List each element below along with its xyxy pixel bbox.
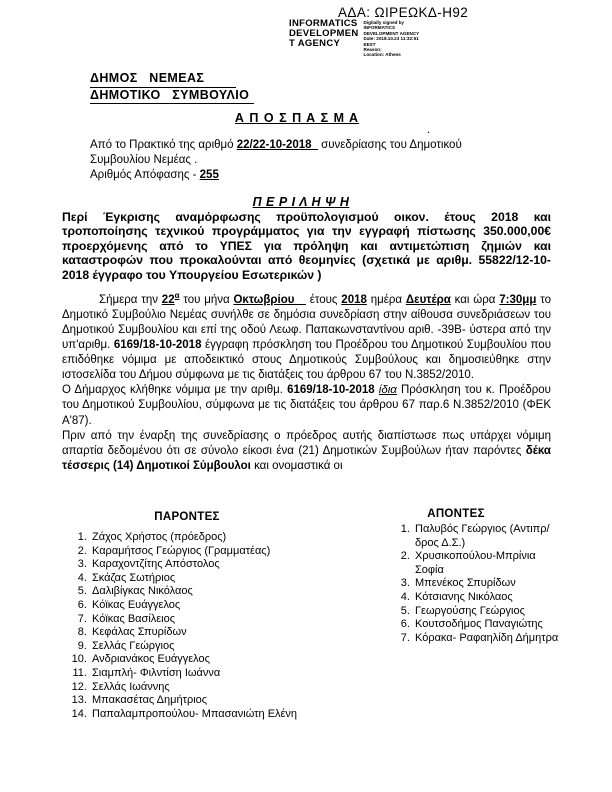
document-title: Α Π Ο Σ Π Α Σ Μ Α (234, 111, 360, 125)
signature-agency-line: T AGENCY (289, 38, 341, 49)
signature-detail-line: Location: Athens (363, 52, 401, 58)
text-segment: και ονομαστικά οι (250, 459, 343, 472)
decision-label: Αριθμός Απόφασης - (90, 169, 200, 182)
list-item: 7. Κόϊκας Βασίλειος (90, 613, 362, 627)
list-item: 7. Κόρακα- Ραφαηλίδη Δήμητρα (413, 632, 563, 646)
list-item: 3. Μπενέκος Σπυρίδων (413, 577, 563, 591)
intro-paragraph (90, 138, 530, 184)
signature-details (364, 19, 420, 58)
meeting-paragraph (62, 288, 551, 383)
list-item: 12. Σελλάς Ιωάννης (90, 681, 362, 695)
text-segment: Ο Δήμαρχος κλήθηκε νόμιμα με την αριθμ. (62, 384, 288, 397)
absent-section (385, 508, 563, 645)
present-section (62, 511, 362, 721)
text-segment: και ώρα (450, 293, 500, 306)
signature-detail-line: INFORMATICS (363, 25, 396, 31)
signature-agency-line: INFORMATICS (289, 18, 358, 29)
intro-text: Συμβουλίου Νεμέας . (90, 154, 198, 167)
quorum-paragraph (62, 429, 551, 474)
text-segment: Σήμερα την (99, 293, 162, 306)
session-number: 22/22-10-2018 (236, 139, 318, 151)
municipality-name: ΔΗΜΟΣ ΝΕΜΕΑΣ (90, 71, 236, 88)
list-item: 10. Ανδριανάκος Ευάγγελος (90, 653, 362, 667)
meeting-day-suffix: α (174, 291, 180, 300)
text-segment: έτους (305, 293, 342, 306)
same-invitation-word: ίδια (378, 384, 397, 397)
intro-text: συνεδρίασης του Δημοτικού (317, 139, 462, 151)
signature-detail-line: DEVELOPMENT AGENCY (363, 30, 420, 36)
text-segment: ημέρα (366, 293, 406, 306)
list-item: 1. Ζάχος Χρήστος (πρόεδρος) (90, 531, 362, 545)
summary-text: Περί Έγκρισης αναμόρφωσης προϋπολογισμού οικον. έτους 2018 και τροποποίησης τεχνικού προγράμματος για την εγγραφή πίστωσης 350.000,00€ προερχόμενης από το ΥΠΕΣ για πρόληψη και αντιμετώπιση ζημιών και καταστροφών που προκαλούνται από θεομηνίες (σχετικά με αριθμ. 55822/12-10-2018 έγγραφο του Υπουργείου Εσωτερικών ) (62, 210, 551, 282)
meeting-day: 22 (161, 293, 175, 306)
meeting-time: 7:30μμ (499, 293, 537, 306)
present-count: δέκα τέσσερις (14) Δημοτικοί Σύμβουλοι (62, 444, 551, 472)
ada-code: ΑΔΑ: ΩΙΡΕΩΚΔ-Η92 (338, 5, 469, 20)
list-item: 5. Δαλιβίγκας Νικόλαος (90, 585, 362, 599)
meeting-month: Οκτωβρίου (233, 293, 306, 306)
list-item: 6. Κόϊκας Ευάγγελος (90, 599, 362, 613)
list-item: 13. Μπακασέτας Δημήτριος (90, 694, 362, 708)
absent-list (385, 523, 563, 645)
list-item: 9. Σελλάς Γεώργιος (90, 640, 362, 654)
signature-agency-line: DEVELOPMEN (289, 28, 359, 39)
list-item: 3. Καραχοντζίτης Απόστολος (90, 558, 362, 572)
decision-number: 255 (199, 169, 219, 182)
signature-detail-line: Date: 2018.10.23 11:32:51 (363, 36, 419, 42)
absent-heading: ΑΠΟΝΤΕΣ (427, 508, 485, 520)
text-segment: του μήνα (179, 293, 234, 306)
body-text (62, 288, 551, 474)
list-item: 14. Παπαλαμπροπούλου- Μπασανιώτη Ελένη (90, 708, 362, 722)
meeting-year: 2018 (341, 293, 367, 306)
council-name: ΔΗΜΟΤΙΚΟ ΣΥΜΒΟΥΛΙΟ (90, 88, 254, 105)
invitation-number: 6169/18-10-2018 (113, 339, 202, 352)
list-item: 5. Γεωργούσης Γεώργιος (413, 605, 563, 619)
text-segment: Πριν από την έναρξη της συνεδρίασης ο πρόεδρος αυτής διαπίστωσε πως υπάρχει νόμιμη απαρτία δεδομένου ότι σε σύνολο είκοσι ένα (21) Δημοτικών Συμβούλων ήταν παρόντες (62, 429, 551, 457)
text-segment: το Δημοτικό Συμβούλιο Νεμέας συνήλθε σε δημόσια συνεδρίαση στην αίθουσα συνεδριάσεων του Δημοτικού Συμβουλίου και επί της οδού Λεωφ. Παπακωνσταντίνου αριθ. -39Β- ύστερα από την υπ'αριθμ. (62, 293, 551, 352)
list-item: 4. Κότσιανης Νικόλαος (413, 591, 563, 605)
stray-period: . (427, 124, 431, 136)
organization-header (90, 71, 254, 104)
meeting-weekday: Δευτέρα (405, 293, 451, 306)
text-segment: Πρόσκληση του κ. Προέδρου του Δημοτικού Συμβουλίου, σύμφωνα με τις διατάξεις του άρθρου 67 παρ.6 Ν.3852/2010 (ΦΕΚ Α'87). (62, 384, 551, 427)
signature-detail-line: EEST (363, 41, 376, 47)
list-item: 4. Σκάζας Σωτήριος (90, 572, 362, 586)
list-item: 6. Κουτσοδήμος Παναγιώτης (413, 618, 563, 632)
mayor-paragraph (62, 383, 551, 428)
signature-detail-line: Reason: (363, 47, 382, 53)
invitation-number: 6169/18-10-2018 (287, 384, 375, 397)
list-item: 8. Κεφάλας Σπυρίδων (90, 626, 362, 640)
list-item: 1. Παλυβός Γεώργιος (Αντιπρ/δρος Δ.Σ.) (413, 523, 563, 550)
signature-detail-line: Digitally signed by (363, 20, 405, 25)
list-item: 2. Χρυσικοπούλου-Μπρίνια Σοφία (413, 550, 563, 577)
list-item: 11. Σιαμπλή- Φιλντίση Ιωάννα (90, 667, 362, 681)
list-item: 2. Καραμήτσος Γεώργιος (Γραμματέας) (90, 545, 362, 559)
present-list (62, 531, 362, 721)
text-segment: έγγραφη πρόσκληση του Προέδρου του Δημοτικού Συμβουλίου που επιδόθηκε νόμιμα με αποδεικτικό στους Δημοτικούς Συμβούλους και δημοσιεύθηκε στην ιστοσελίδα του Δήμου σύμφωνα με τις διατάξεις του άρθρου 67 του Ν.3852/2010. (62, 339, 551, 382)
intro-text: Από το Πρακτικό της αριθμό (90, 139, 237, 151)
digital-signature-stamp (289, 19, 419, 58)
summary-heading: Π Ε Ρ Ι Λ Η Ψ Η (252, 195, 350, 209)
present-heading: ΠΑΡΟΝΤΕΣ (154, 511, 220, 523)
signature-agency-name (289, 19, 359, 58)
